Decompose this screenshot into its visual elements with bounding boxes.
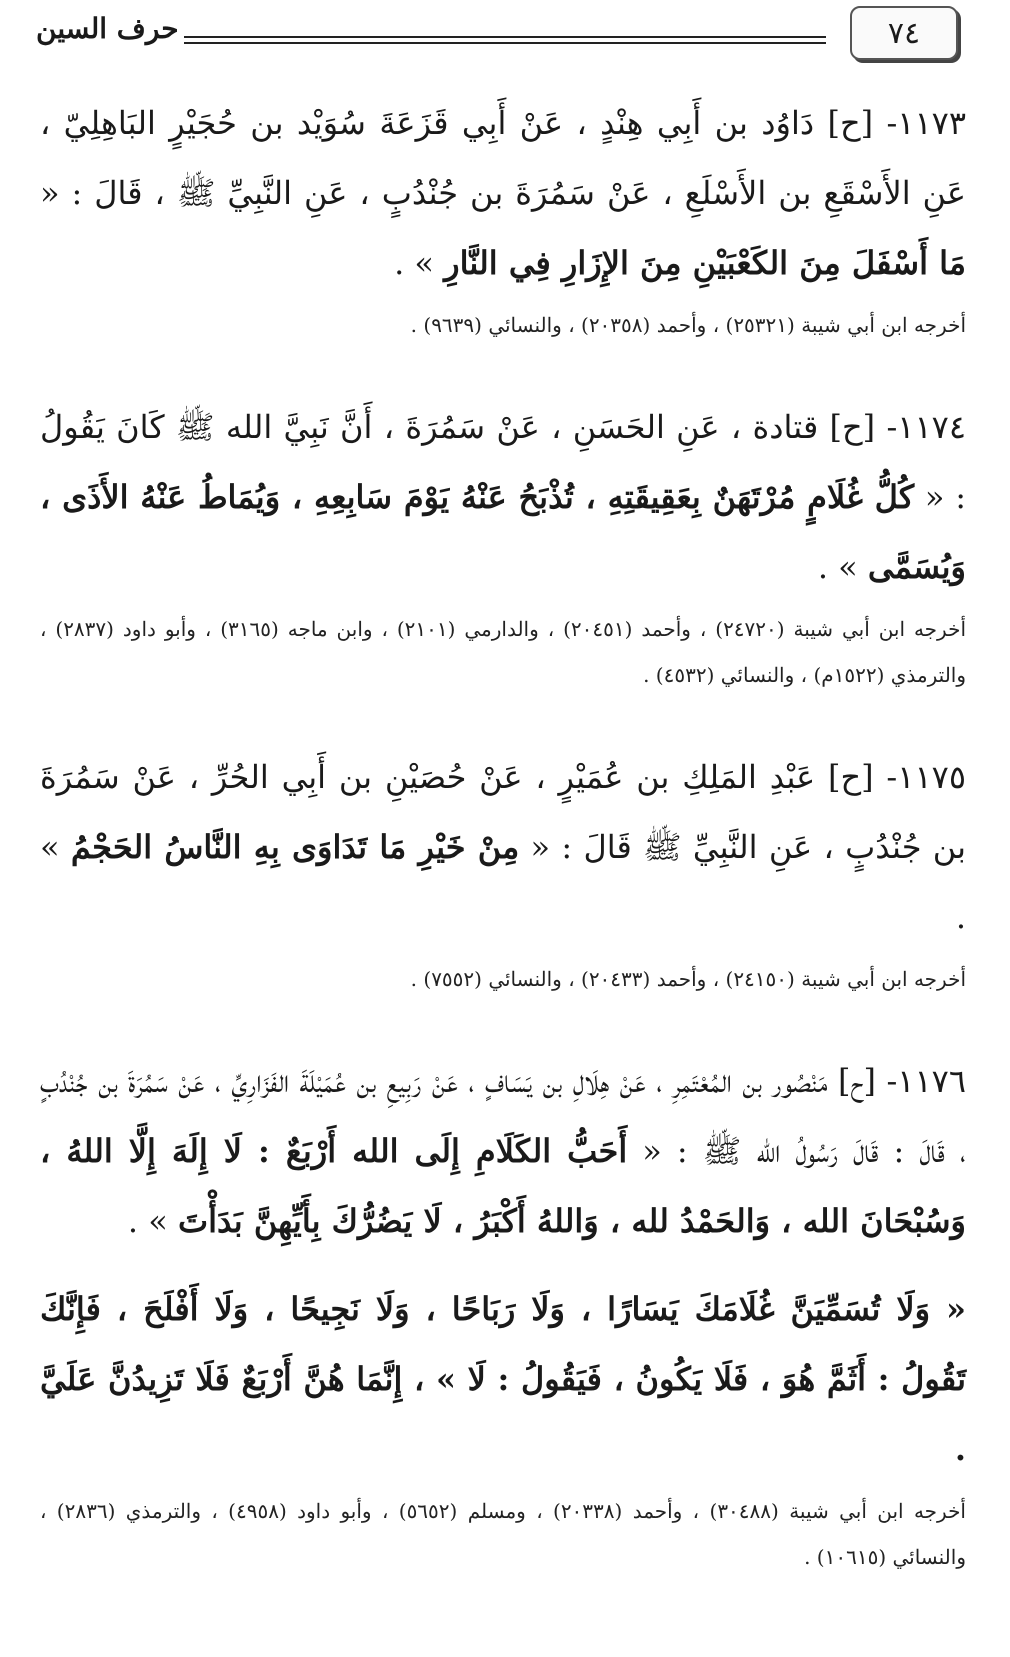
section-title: حرف السين bbox=[36, 12, 179, 45]
hadith-text: ١١٧٤- [ح] قتادة ، عَنِ الحَسَنِ ، عَنْ سَمُرَةَ ، أَنَّ نَبِيَّ الله ﷺ كَانَ يَقُولُ : « bbox=[40, 408, 967, 516]
page-body bbox=[40, 88, 966, 1624]
hadith-end: » . bbox=[817, 548, 868, 586]
header-rule bbox=[184, 36, 826, 44]
hadith-matn: مِنْ خَيْرِ مَا تَدَاوَى بِهِ النَّاسُ الحَجْمُ bbox=[70, 828, 520, 866]
hadith-1174 bbox=[40, 392, 966, 602]
hadith-text: ١١٧٣- [ح] دَاوُد بن أَبِي هِنْدٍ ، عَنْ أَبِي قَزَعَةَ سُوَيْد بن حُجَيْرٍ البَاهِلِيّ ، عَنِ الأَسْقَعِ بن الأَسْلَعِ ، عَنْ سَمُرَةَ بن جُنْدُبٍ ، عَنِ النَّبِيِّ ﷺ ، قَالَ : « bbox=[40, 104, 966, 212]
hadith-1176 bbox=[40, 1046, 966, 1256]
hadith-text: ١١٧٥- [ح] عَبْدِ المَلِكِ بن عُمَيْرٍ ، عَنْ حُصَيْنِ بن أَبِي الحُرِّ ، عَنْ سَمُرَةَ بن جُنْدُبٍ ، عَنِ النَّبِيِّ ﷺ قَالَ : « bbox=[40, 758, 967, 866]
hadith-end: » . bbox=[394, 244, 445, 282]
hadith-text: ١١٧٦- [ح] مَنْصُور بن المُعْتَمِرِ ، عَنْ هِلَالِ بن يَسَافٍ ، عَنْ رَبِيعِ بن عُمَيْلَةَ الفَزَارِيِّ ، عَنْ سَمُرَةَ بن جُنْدُبٍ ، قَالَ : قَالَ رَسُولُ الله ﷺ : « bbox=[40, 1062, 967, 1170]
hadith-end: » . bbox=[127, 1202, 178, 1240]
hadith-1176-continuation bbox=[40, 1274, 966, 1484]
hadith-matn: أَحَبُّ الكَلَامِ إِلَى الله أَرْبَعٌ : لَا إِلَهَ إِلَّا اللهُ ، وَسُبْحَانَ الله ، وَالحَمْدُ لله ، وَاللهُ أَكْبَرُ ، لَا يَضُرُّكَ بِأَيِّهِنَّ بَدَأْتَ bbox=[40, 1132, 966, 1240]
hadith-1173 bbox=[40, 88, 966, 298]
page-header bbox=[0, 0, 1010, 70]
page-number: ٧٤ bbox=[850, 6, 958, 60]
hadith-1175 bbox=[40, 742, 966, 952]
hadith-matn: مَا أَسْفَلَ مِنَ الكَعْبَيْنِ مِنَ الإِزَارِ فِي النَّارِ bbox=[444, 244, 966, 282]
hadith-matn: كُلُّ غُلَامٍ مُرْتَهَنٌ بِعَقِيقَتِهِ ، تُذْبَحُ عَنْهُ يَوْمَ سَابِعِهِ ، وَيُمَاطُ عَنْهُ الأَذَى ، وَيُسَمَّى bbox=[40, 478, 966, 586]
hadith-end: » . bbox=[40, 828, 966, 936]
takhrij-1174: أخرجه ابن أبي شيبة (٢٤٧٢٠) ، وأحمد (٢٠٤٥١) ، والدارمي (٢١٠١) ، وابن ماجه (٣١٦٥) ، وأبو داود (٢٨٣٧) ، والترمذي (١٥٢٢م) ، والنسائي (٤٥٣٢) . bbox=[40, 617, 966, 687]
takhrij-1173: أخرجه ابن أبي شيبة (٢٥٣٢١) ، وأحمد (٢٠٣٥٨) ، والنسائي (٩٦٣٩) . bbox=[410, 313, 966, 337]
takhrij-1175: أخرجه ابن أبي شيبة (٢٤١٥٠) ، وأحمد (٢٠٤٣٣) ، والنسائي (٧٥٥٢) . bbox=[410, 967, 966, 991]
takhrij-1176: أخرجه ابن أبي شيبة (٣٠٤٨٨) ، وأحمد (٢٠٣٣٨) ، ومسلم (٥٦٥٢) ، وأبو داود (٤٩٥٨) ، والترمذي (٢٨٣٦) ، والنسائي (١٠٦١٥) . bbox=[40, 1499, 966, 1569]
hadith-matn: « وَلَا تُسَمِّيَنَّ غُلَامَكَ يَسَارًا ، وَلَا رَبَاحًا ، وَلَا نَجِيحًا ، وَلَا أَفْلَحَ ، فَإِنَّكَ تَقُولُ : أَثَمَّ هُوَ ، فَلَا يَكُونُ ، فَيَقُولُ : لَا » ، إِنَّمَا هُنَّ أَرْبَعٌ فَلَا تَزِيدُنَّ عَلَيَّ . bbox=[40, 1290, 967, 1468]
